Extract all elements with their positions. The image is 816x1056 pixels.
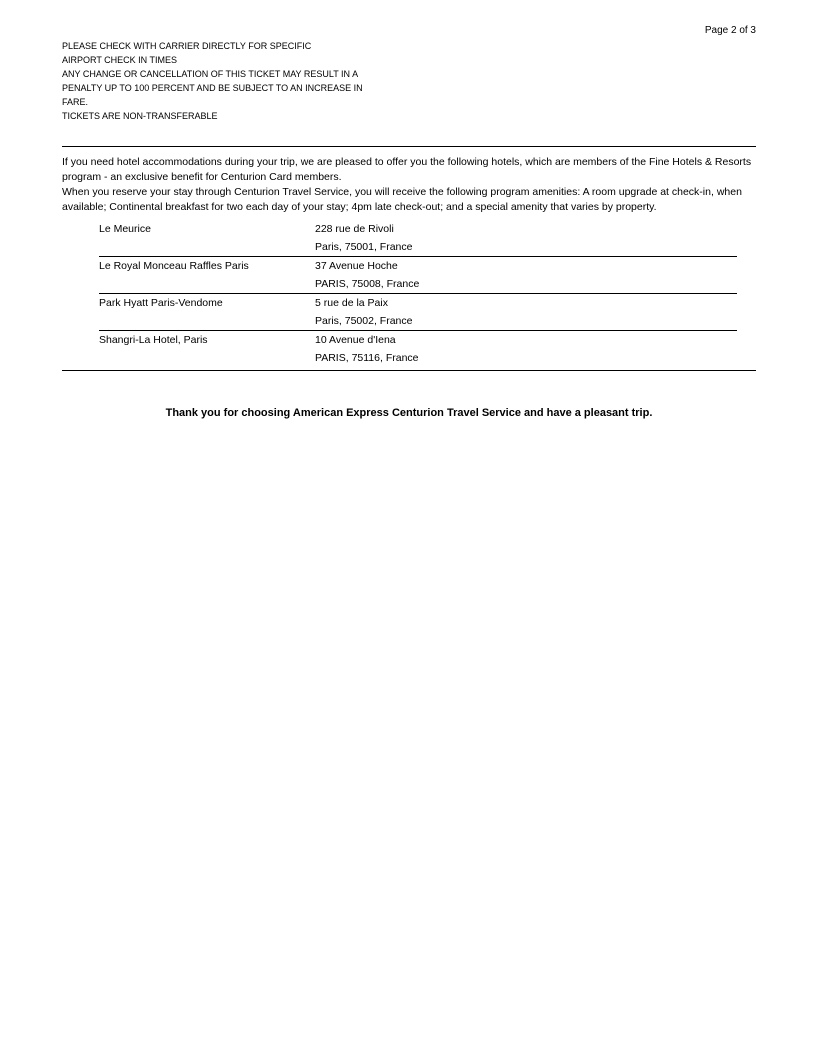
hotel-offer-intro <box>62 155 756 215</box>
hotel-list-table <box>99 220 737 367</box>
hotel-row <box>99 257 737 294</box>
section-divider-bottom <box>62 370 756 371</box>
hotel-row <box>99 294 737 331</box>
hotel-name: Le Royal Monceau Raffles Paris <box>99 260 249 272</box>
notice-line: TICKETS ARE NON-TRANSFERABLE <box>62 111 218 121</box>
intro-paragraph-1: If you need hotel accommodations during your trip, we are pleased to offer you the following hotels, which are members of the Fine Hotels & Resorts program - an exclusive benefit for Centurion Card members. <box>62 156 752 183</box>
hotel-name: Le Meurice <box>99 223 151 235</box>
hotel-name: Park Hyatt Paris-Vendome <box>99 297 223 309</box>
hotel-row <box>99 220 737 257</box>
notice-line: FARE. <box>62 97 89 107</box>
hotel-address <box>315 257 737 294</box>
hotel-city: Paris, 75001, France <box>315 241 413 253</box>
hotel-city: PARIS, 75116, France <box>315 352 419 364</box>
section-divider-top <box>62 146 756 147</box>
hotel-street: 5 rue de la Paix <box>315 297 388 309</box>
hotel-city: PARIS, 75008, France <box>315 278 420 290</box>
notice-line: PENALTY UP TO 100 PERCENT AND BE SUBJECT TO AN INCREASE IN <box>62 83 363 93</box>
notice-line: ANY CHANGE OR CANCELLATION OF THIS TICKET MAY RESULT IN A <box>62 69 359 79</box>
closing-message: Thank you for choosing American Express Centurion Travel Service and have a pleasant trip. <box>165 407 653 419</box>
notice-line: AIRPORT CHECK IN TIMES <box>62 55 178 65</box>
notice-line: PLEASE CHECK WITH CARRIER DIRECTLY FOR SPECIFIC <box>62 41 312 51</box>
hotel-street: 37 Avenue Hoche <box>315 260 398 272</box>
ticket-notices <box>62 39 402 123</box>
hotel-city: Paris, 75002, France <box>315 315 413 327</box>
page-number: Page 2 of 3 <box>704 25 756 36</box>
hotel-street: 228 rue de Rivoli <box>315 223 394 235</box>
intro-paragraph-2: When you reserve your stay through Centurion Travel Service, you will receive the following program amenities: A room upgrade at check-in, when available; Continental breakfast for two each day of your stay; 4pm late check-out; and a special amenity that varies by property. <box>62 186 742 213</box>
hotel-address <box>315 220 737 257</box>
hotel-address <box>315 331 737 368</box>
hotel-name: Shangri-La Hotel, Paris <box>99 334 208 346</box>
hotel-street: 10 Avenue d'Iena <box>315 334 396 346</box>
hotel-row <box>99 331 737 368</box>
hotel-address <box>315 294 737 331</box>
